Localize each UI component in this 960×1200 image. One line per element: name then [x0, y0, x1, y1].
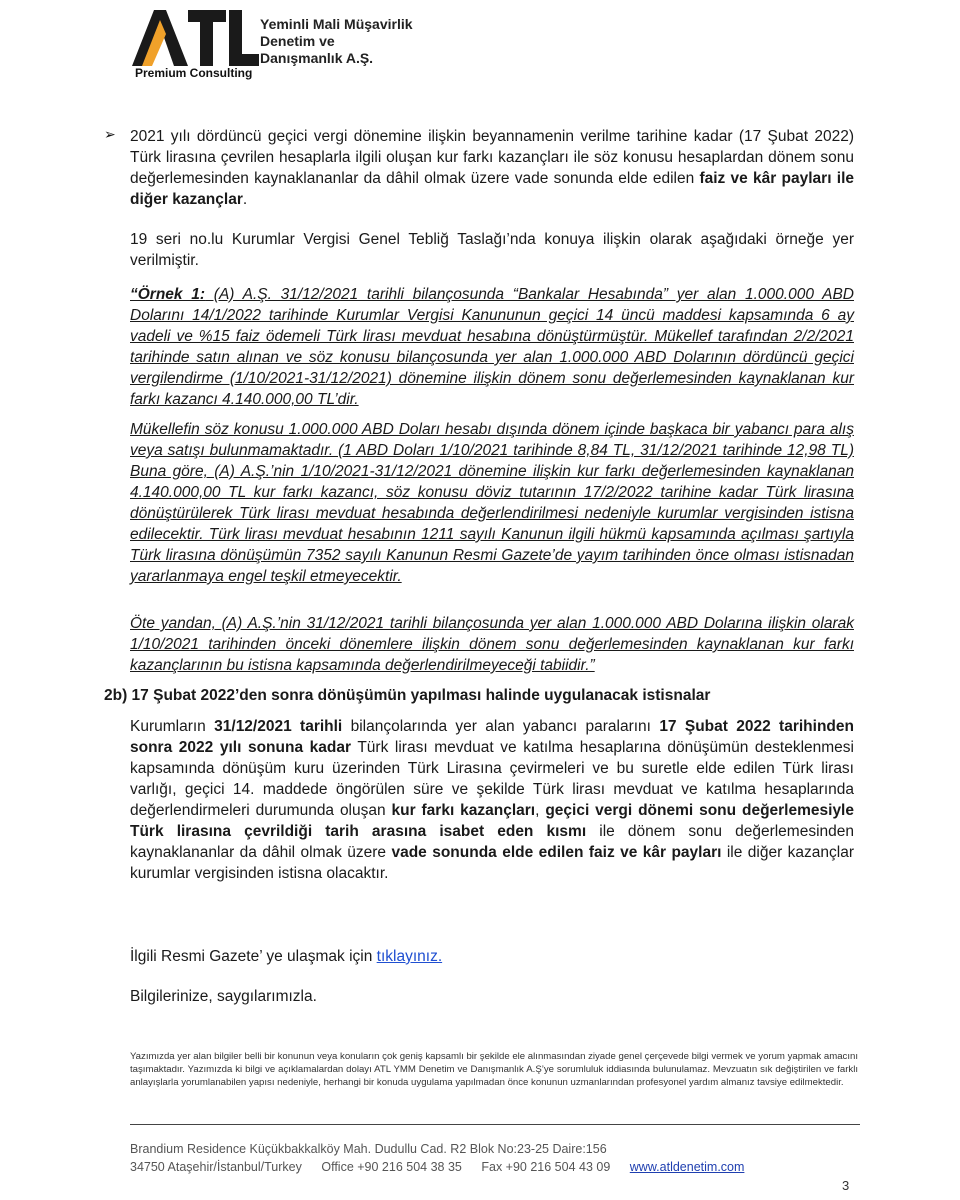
example-paragraph-2: Mükellefin söz konusu 1.000.000 ABD Doları hesabı dışında dönem içinde başkaca bir yabancı para alış veya satışı bulunmamaktadır. (1 ABD Doları 1/10/2021 tarihinde 8,84 TL, 31/12/2021 tarihinde 12,98 TL) Buna göre, (A) A.Ş.’nin 1/10/2021-31/12/2021 dönemine ilişkin kur farkı değerlemesinden kaynaklanan 4.140.000,00 TL kur farkı kazancı, söz konusu döviz tutarının 17/2/2022 tarihine kadar Türk lirasına dönüştürülerek Türk lirası mevduat hesabında değerlendirilmesi nedeniyle kurumlar vergisinden istisna edilecektir. Türk lirası mevduat hesabının 1211 sayılı Kanunun ilgili hükmü kapsamında açılması şartıyla Türk lirasına dönüşümün 7352 sayılı Kanunun Resmi Gazete’de yayım tarihinden önce olması istisnadan yararlanmaya engel teşkil etmeyecektir.: [130, 421, 854, 585]
disclaimer: Yazımızda yer alan bilgiler belli bir konunun veya konuların çok geniş kapsamlı bir şekilde ele alınmasından ziyade genel çerçevede bilgi vermek ve yorum yapmak amacını taşımaktadır. Yazımızda ki bilgi ve açıklamalardan dolayı ATL YMM Denetim ve Danışmanlık A.Ş’ye sorumluluk iddiasında bulunulamaz. Mevzuatın sık değiştirilen ve farklı anlayışlarla yorumlanabilen yapısı nedeniyle, herhangi bir konuda uygulama yapılmadan önce konunun uzmanlarından profesyonel yardım almanız tavsiye edilmektedir.: [130, 1051, 858, 1089]
firm-line-1: Yeminli Mali Müşavirlik: [260, 16, 413, 32]
section-paragraph: Kurumların 31/12/2021 tarihli bilançolarında yer alan yabancı paralarını 17 Şubat 2022 tarihinden sonra 2022 yılı sonuna kadar Türk lirası mevduat ve katılma hesaplarına dönüşümün desteklenmesi kapsamında dönüşüm kuru üzerinden Türk Lirasına çevirmeleri ve bu suretle elde edilen Türk lirası varlığı, geçici 14. maddede öngörülen süre ve şekilde Türk lirası mevduat ve katılma hesaplarında değerlendirmeleri durumunda oluşan kur farkı kazançları, geçici vergi dönemi sonu değerlemesiyle Türk lirasına çevrildiği tarih arasına isabet eden kısmı ile dönem sonu değerlemesinden kaynaklananlar da dâhil olmak üzere vade sonunda elde edilen faiz ve kâr payları ile diğer kazançlar kurumlar vergisinden istisna olacaktır.: [130, 718, 855, 882]
firm-line-2: Denetim ve: [260, 33, 335, 49]
intro-paragraph: 19 seri no.lu Kurumlar Vergisi Genel Tebliğ Taslağı’nda konuya ilişkin olarak aşağıdaki örneğe yer verilmiştir.: [130, 231, 854, 269]
arrow-bullet-icon: ➢: [104, 126, 116, 142]
logo-tagline: Premium Consulting: [135, 66, 253, 80]
example-paragraph-1: “Örnek 1: (A) A.Ş. 31/12/2021 tarihli bilançosunda “Bankalar Hesabında” yer alan 1.000.000 ABD Dolarını 14/1/2022 tarihinde Kurumlar Vergisi Kanununun geçici 14 üncü maddesi kapsamında 6 ay vadeli ve %15 faiz ödemeli Türk lirası mevduat hesabına dönüştürmüştür. Mükellef tarafından 2/2/2021 tarihinde satın alınan ve söz konusu bilançosunda yer alan 1.000.000 ABD Dolarının dördüncü geçici vergilendirme (1/10/2021-31/12/2021) dönemine ilişkin dönem sonu değerlemesinden kaynaklanan kur farkı kazancı 4.140.000,00 TL’dir.: [130, 286, 854, 408]
atl-logo-mark: [132, 8, 262, 68]
bold-phrase: faiz ve kâr payları ile diğer kazançlar: [130, 170, 854, 208]
footer-address-line-1: Brandium Residence Küçükbakkalköy Mah. Dudullu Cad. R2 Blok No:23-25 Daire:156: [130, 1142, 607, 1156]
example-label: “Örnek 1:: [130, 286, 206, 303]
firm-name: [260, 16, 413, 67]
footer-divider: [130, 1124, 860, 1125]
company-logo: [132, 8, 432, 86]
firm-line-3: Danışmanlık A.Ş.: [260, 50, 374, 66]
example-paragraph-3: Öte yandan, (A) A.Ş.’nin 31/12/2021 tarihli bilançosunda yer alan 1.000.000 ABD Dolarına ilişkin olarak 1/10/2021 tarihinden önceki dönemlere ilişkin dönem sonu değerlemesinden kaynaklanan kur farkı kazançlarının bu istisna kapsamında değerlendirilmeyeceği tabiidir.”: [130, 615, 854, 674]
bullet-paragraph: 2021 yılı dördüncü geçici vergi dönemine ilişkin beyannamenin verilme tarihine kadar (17 Şubat 2022) Türk lirasına çevrilen hesaplarla ilgili oluşan kur farkı kazançları ile söz konusu hesaplardan dönem sonu değerlemesinden kaynaklananlar da dâhil olmak üzere vade sonunda elde edilen faiz ve kâr payları ile diğer kazançlar.: [130, 128, 854, 208]
section-heading: 2b) 17 Şubat 2022’den sonra dönüşümün yapılması halinde uygulanacak istisnalar: [104, 687, 711, 704]
footer-website-link[interactable]: www.atldenetim.com: [629, 1160, 745, 1174]
footer-office: Office +90 216 504 38 35: [321, 1160, 462, 1174]
footer-fax: Fax +90 216 504 43 09: [481, 1160, 611, 1174]
closing-line: Bilgilerinize, saygılarımızla.: [130, 988, 317, 1005]
page-number: 3: [842, 1178, 850, 1193]
gazette-line: İlgili Resmi Gazete’ ye ulaşmak için tıklayınız.: [130, 948, 443, 965]
footer-city: 34750 Ataşehir/İstanbul/Turkey: [130, 1160, 302, 1174]
gazette-link[interactable]: tıklayınız.: [376, 948, 443, 965]
footer-address-line-2: [130, 1160, 760, 1174]
